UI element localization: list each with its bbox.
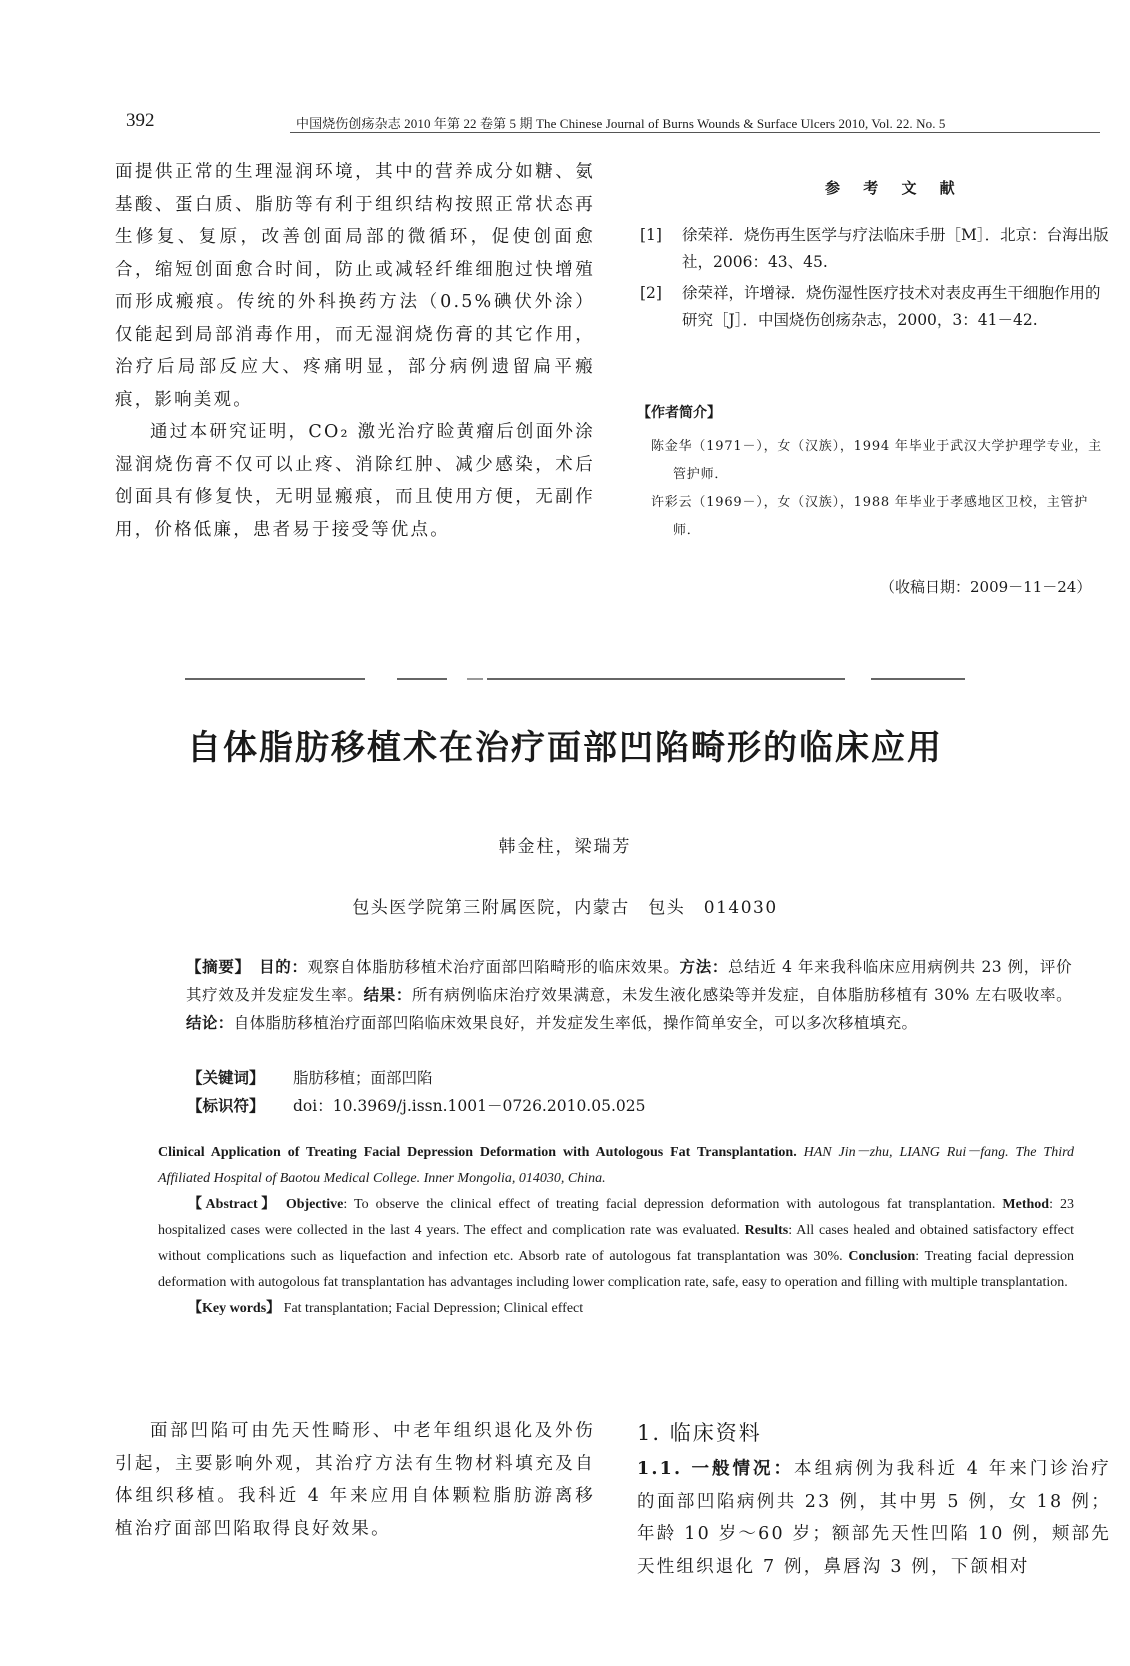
article-separator — [185, 676, 965, 682]
en-method-label: Method — [1002, 1197, 1050, 1212]
received-date: （收稿日期：2009－11－24） — [880, 578, 1092, 596]
page-number: 392 — [126, 110, 155, 131]
en-conclusion-label: Conclusion — [848, 1249, 916, 1264]
keywords-row — [187, 1064, 433, 1092]
author-intro-item: 许彩云（1969－），女（汉族），1988 年毕业于孝感地区卫校，主管护师． — [651, 495, 1089, 538]
conclusion-text: 自体脂肪移植治疗面部凹陷临床效果良好，并发症发生率低，操作简单安全，可以多次移植填充。 — [233, 1014, 918, 1032]
en-results-text: : All cases healed and obtained satisfactory effect without complications such as liquefaction and infection etc. Absorb rate of autologous fat transplantation was 30%. — [158, 1223, 1074, 1264]
method-label: 方法： — [679, 957, 729, 976]
identifier-row — [187, 1092, 645, 1120]
intro-body — [115, 1415, 595, 1545]
en-keywords-text: Fat transplantation; Facial Depression; Clinical effect — [283, 1301, 584, 1316]
doi-value: doi：10.3969/j.issn.1001－0726.2010.05.025 — [293, 1097, 646, 1115]
method-text: 总结近 4 年来我科临床应用病例共 23 例，评价其疗效及并发症发生率。 — [186, 958, 1073, 1004]
author-intro-item: 陈金华（1971－），女（汉族），1994 年毕业于武汉大学护理学专业，主管护师． — [651, 439, 1102, 482]
abstract-label: 【摘要】 — [186, 957, 243, 976]
prev-paragraph-1: 面提供正常的生理湿润环境，其中的营养成分如糖、氨基酸、蛋白质、脂肪等有利于组织结构按照正常状态再生修复、复原，改善创面局部的微循环，促使创面愈合，缩短创面愈合时间，防止或减轻纤维细胞过快增殖而形成瘢痕。传统的外科换药方法（0.5%碘伏外涂）仅能起到局部消毒作用，而无湿润烧伤膏的其它作用，治疗后局部反应大、疼痛明显，部分病例遗留扁平瘢痕，影响美观。 — [115, 162, 595, 410]
header-rule — [290, 132, 1100, 133]
subsection-label: 1.1. 一般情况： — [637, 1459, 795, 1479]
en-keywords-label: 【Key words】 — [188, 1301, 281, 1316]
reference-number: [2] — [640, 284, 662, 302]
reference-item — [640, 222, 1110, 276]
keywords-label: 【关键词】 — [187, 1068, 265, 1087]
objective-label: 目的： — [259, 957, 308, 976]
en-objective-label: Objective — [285, 1197, 344, 1212]
en-objective-text: : To observe the clinical effect of treating facial depression deformation with autologous fat transplantation. — [343, 1197, 996, 1212]
en-abstract-label: 【Abstract】 — [188, 1197, 279, 1212]
intro-paragraph: 面部凹陷可由先天性畸形、中老年组织退化及外伤引起，主要影响外观，其治疗方法有生物材料填充及自体组织移植。我科近 4 年来应用自体颗粒脂肪游离移植治疗面部凹陷取得良好效果。 — [115, 1421, 595, 1539]
en-title: Clinical Application of Treating Facial Depression Deformation with Autologous Fat Transplantation. — [158, 1145, 797, 1160]
keywords-value: 脂肪移植；面部凹陷 — [293, 1069, 433, 1087]
reference-text: 徐荣祥．烧伤再生医学与疗法临床手册［M］．北京：台海出版社，2006：43、45. — [682, 226, 1109, 271]
results-label: 结果： — [363, 985, 413, 1004]
prev-article-body — [115, 156, 595, 546]
author-intro-list — [651, 433, 1111, 545]
article-affiliation: 包头医学院第三附属医院，内蒙古 包头 014030 — [352, 898, 778, 918]
reference-item — [640, 280, 1110, 334]
en-results-label: Results — [744, 1223, 789, 1238]
results-text: 所有病例临床治疗效果满意，未发生液化感染等并发症，自体脂肪移植有 30% 左右吸收率。 — [412, 986, 1072, 1004]
reference-text: 徐荣祥，许增禄．烧伤湿性医疗技术对表皮再生干细胞作用的研究［J］．中国烧伤创疡杂志，2000，3：41－42. — [682, 284, 1101, 329]
reference-number: [1] — [640, 226, 662, 244]
en-conclusion-text: : Treating facial depression deformation with autogolous fat transplantation has advantages including lower complication rate, safe, easy to operation and filling with multiple transplantation. — [158, 1249, 1075, 1290]
reference-list — [640, 222, 1110, 334]
abstract-cn — [186, 953, 1072, 1037]
running-head: 中国烧伤创疡杂志 2010 年第 22 卷第 5 期 The Chinese Journal of Burns Wounds & Surface Ulcers 2010, Vol. 22. No. 5 — [296, 116, 946, 131]
author-intro-title: 【作者简介】 — [637, 405, 721, 421]
subsection-text: 本组病例为我科近 4 年来门诊治疗的面部凹陷病例共 23 例，其中男 5 例，女 18 例；年龄 10 岁～60 岁；额部先天性凹陷 10 例，颊部先天性组织退化 7 例，鼻唇沟 3 例，下颌相对 — [637, 1459, 1111, 1577]
conclusion-label: 结论： — [186, 1013, 234, 1032]
en-authors: HAN Jin－zhu, LIANG Rui－fang. The Third Affiliated Hospital of Baotou Medical College. Inner Mongolia, 014030, China. — [158, 1145, 1075, 1186]
article-title: 自体脂肪移植术在治疗面部凹陷畸形的临床应用 — [187, 728, 943, 768]
section-body — [637, 1453, 1111, 1583]
objective-text: 观察自体脂肪移植术治疗面部凹陷畸形的临床效果。 — [307, 958, 680, 976]
en-method-text: : 23 hospitalized cases were collected in the last 4 years. The effect and complication rate was evaluated. — [158, 1197, 1075, 1238]
article-authors: 韩金柱，梁瑞芳 — [498, 837, 632, 857]
references-title: 参 考 文 献 — [825, 179, 964, 197]
abstract-en — [158, 1140, 1074, 1322]
identifier-label: 【标识符】 — [187, 1096, 265, 1115]
prev-paragraph-2: 通过本研究证明，CO₂ 激光治疗睑黄瘤后创面外涂湿润烧伤膏不仅可以止疼、消除红肿、减少感染，术后创面具有修复快，无明显瘢痕，而且使用方便，无副作用，价格低廉，患者易于接受等优点。 — [115, 422, 595, 540]
section-heading: 1. 临床资料 — [637, 1421, 762, 1445]
